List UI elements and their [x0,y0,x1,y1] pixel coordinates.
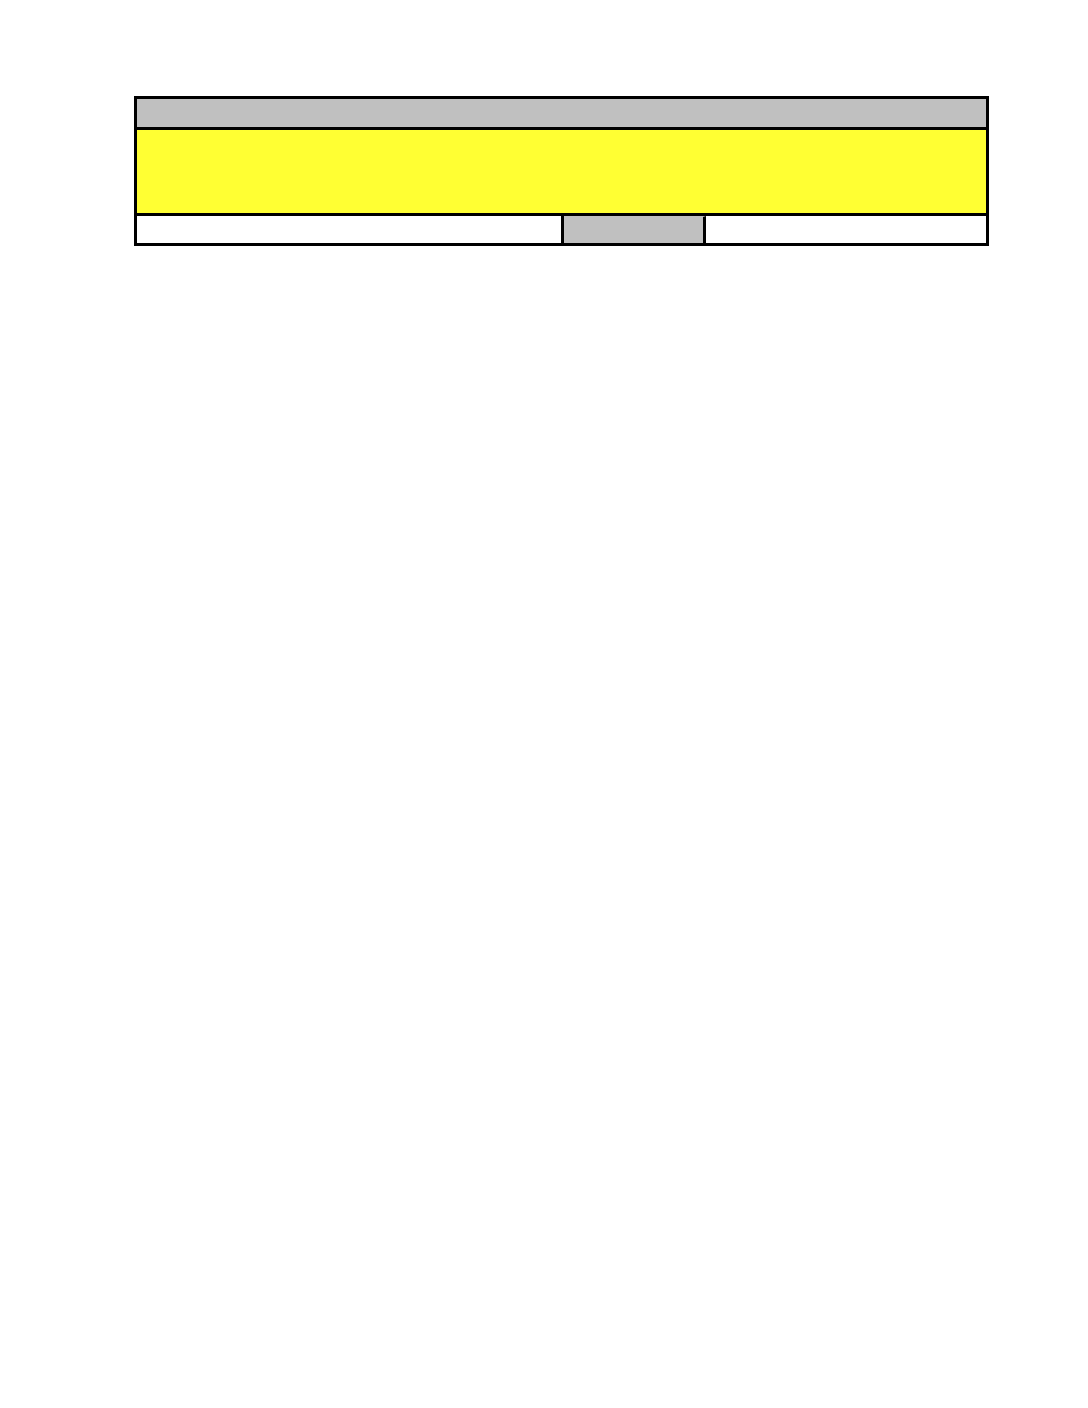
schedule-table [134,96,989,246]
footer-row [137,216,986,243]
footer-gap [564,216,706,243]
field-header-row [137,130,986,216]
schedule-title [137,99,986,130]
week-label [706,216,986,243]
home-team-note [137,216,564,243]
